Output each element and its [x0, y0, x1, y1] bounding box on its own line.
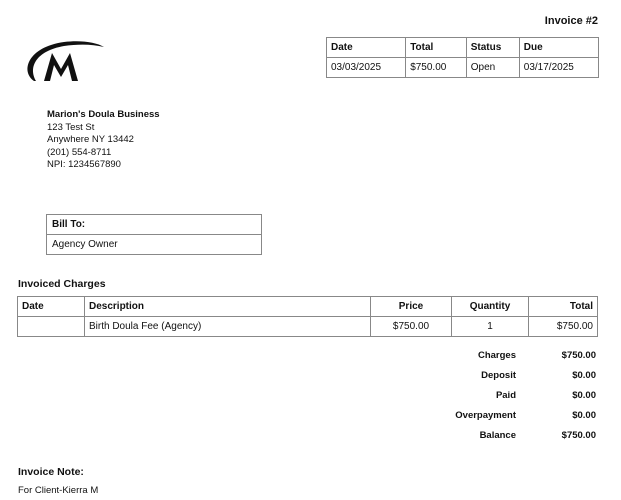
business-street: 123 Test St — [47, 121, 95, 133]
totals-row-charges — [430, 348, 596, 368]
totals-label: Balance — [479, 429, 516, 441]
summary-header-total: Total — [406, 38, 467, 58]
summary-header-due: Due — [519, 38, 598, 58]
charge-description: Birth Doula Fee (Agency) — [85, 317, 371, 337]
totals-label: Charges — [477, 350, 516, 361]
invoice-note-text: For Client-Kierra M — [18, 485, 99, 496]
business-name: Marion's Doula Business — [47, 109, 160, 120]
totals-block — [430, 348, 596, 447]
totals-row-paid — [430, 388, 596, 408]
summary-total: $750.00 — [406, 58, 467, 78]
totals-value: $0.00 — [572, 369, 596, 381]
charge-total: $750.00 — [529, 317, 598, 337]
totals-value: $750.00 — [561, 429, 596, 441]
charges-header-date: Date — [18, 297, 85, 317]
company-logo — [18, 37, 104, 83]
summary-status: Open — [466, 58, 519, 78]
charges-header-total: Total — [529, 297, 598, 317]
charge-date — [18, 317, 85, 337]
charges-header-description: Description — [85, 297, 371, 317]
charge-price: $750.00 — [371, 317, 452, 337]
summary-header-date: Date — [327, 38, 406, 58]
totals-value: $750.00 — [561, 350, 596, 361]
summary-header-status: Status — [466, 38, 519, 58]
summary-due: 03/17/2025 — [519, 58, 598, 78]
bill-to-box — [46, 214, 262, 255]
bill-to-name: Agency Owner — [47, 235, 262, 255]
bill-to-label: Bill To: — [47, 215, 262, 235]
business-city: Anywhere NY 13442 — [47, 134, 134, 145]
totals-value: $0.00 — [572, 409, 596, 421]
invoice-note-title: Invoice Note: — [18, 466, 84, 478]
totals-label: Paid — [495, 389, 516, 401]
totals-label: Deposit — [481, 369, 516, 381]
business-address — [47, 109, 160, 172]
charge-quantity: 1 — [452, 317, 529, 337]
charges-table — [17, 296, 598, 337]
totals-row-deposit — [430, 368, 596, 388]
invoice-number: Invoice #2 — [544, 15, 598, 27]
invoice-summary-table — [326, 37, 599, 78]
totals-row-overpayment — [430, 408, 596, 428]
business-phone: (201) 554-8711 — [47, 146, 112, 158]
charges-title: Invoiced Charges — [18, 278, 106, 290]
summary-date: 03/03/2025 — [327, 58, 406, 78]
totals-value: $0.00 — [572, 389, 596, 401]
totals-label: Overpayment — [455, 409, 516, 421]
table-row — [18, 317, 598, 337]
business-npi: NPI: 1234567890 — [47, 159, 121, 170]
totals-row-balance — [430, 428, 596, 448]
charges-header-price: Price — [371, 297, 452, 317]
charges-header-quantity: Quantity — [452, 297, 529, 317]
